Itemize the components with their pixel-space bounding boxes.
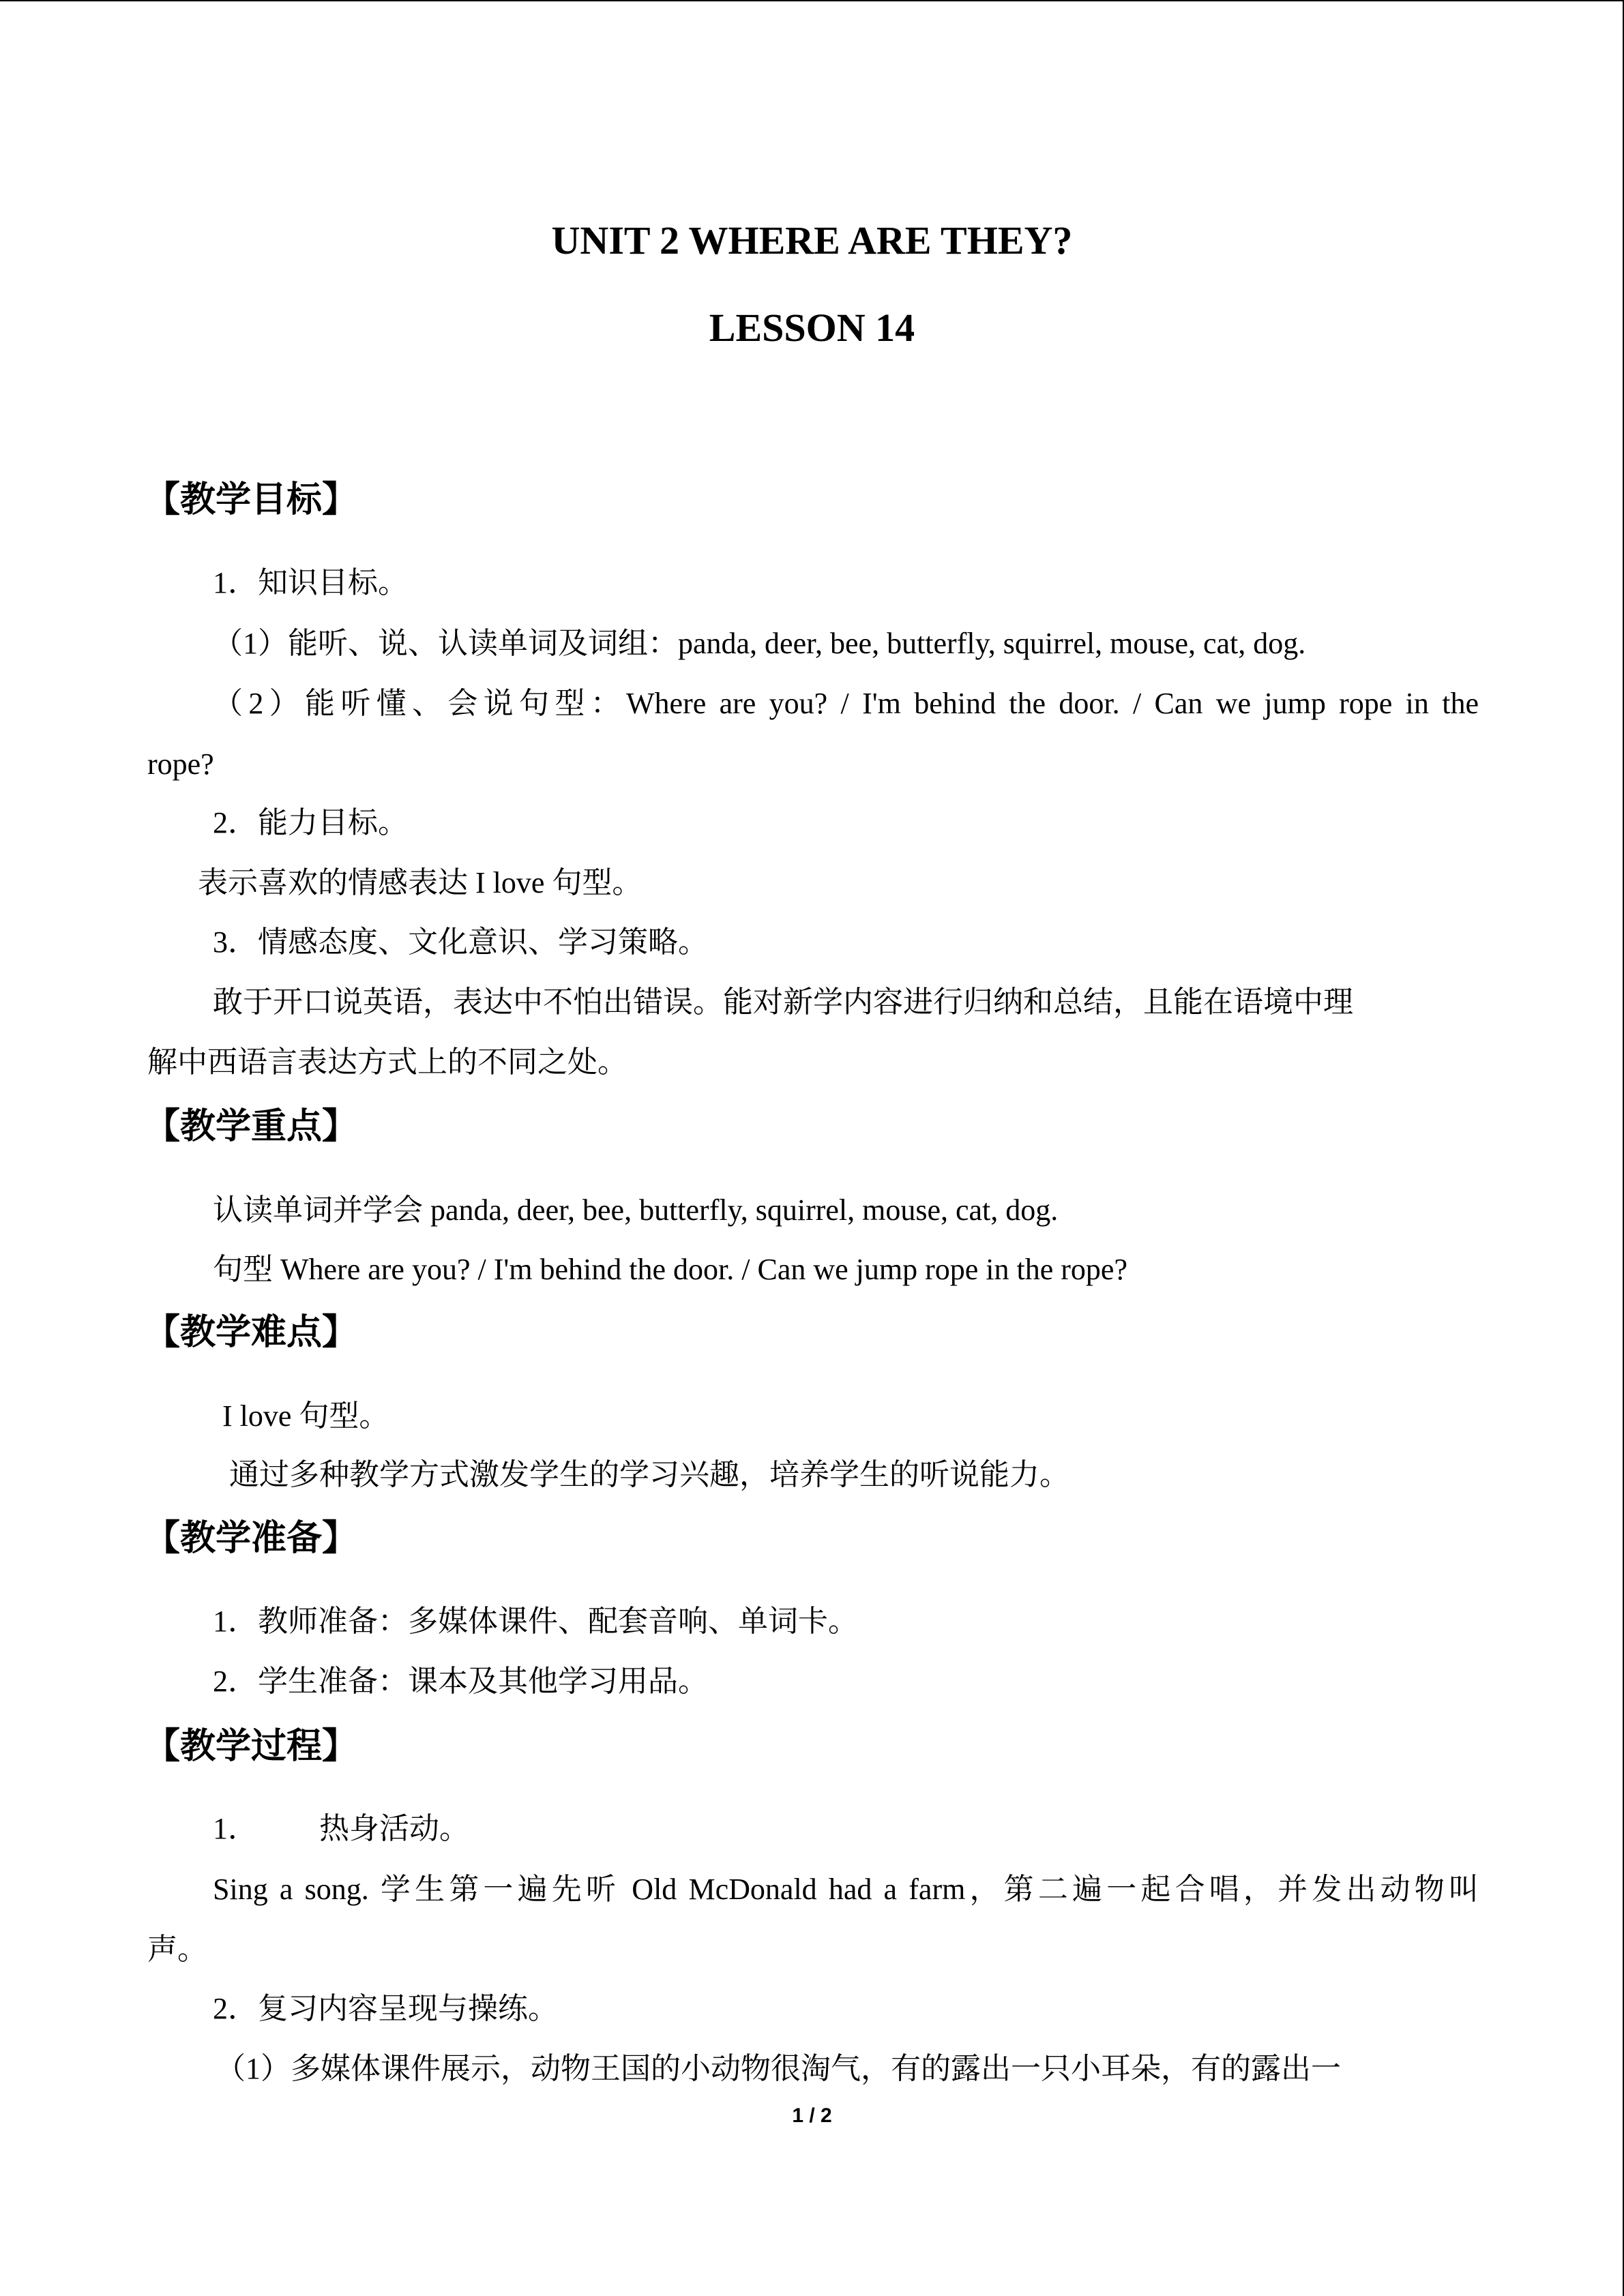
knowledge-objective-label: 1．知识目标。 [213, 566, 408, 599]
difficulties-line-1: I love 句型。 [222, 1399, 389, 1433]
preparation-line-2: 2．学生准备：课本及其他学习用品。 [213, 1665, 708, 1698]
key-points-line-2: 句型 Where are you? / I'm behind the door. / Can we jump rope in the rope? [213, 1253, 1127, 1286]
attitude-objective-line-1: 敢于开口说英语，表达中不怕出错误。能对新学内容进行归纳和总结，且能在语境中理 [213, 985, 1353, 1019]
knowledge-item-2-line-1: （2）能听懂、会说句型：Where are you? / I'm behind the door. / Can we jump rope in the [213, 687, 1479, 720]
preparation-line-1: 1．教师准备：多媒体课件、配套音响、单词卡。 [213, 1605, 858, 1638]
key-points-heading: 【教学重点】 [145, 1106, 358, 1147]
process-step-2-item-1: （1）多媒体课件展示，动物王国的小动物很淘气，有的露出一只小耳朵，有的露出一 [216, 2052, 1341, 2085]
ability-objective-label: 2．能力目标。 [213, 806, 408, 839]
key-points-line-1: 认读单词并学会 panda, deer, bee, butterfly, squirrel, mouse, cat, dog. [213, 1193, 1059, 1227]
ability-objective-text: 表示喜欢的情感表达 I love 句型。 [198, 866, 643, 899]
lesson-title: LESSON 14 [709, 305, 915, 350]
process-step-1-number: 1． [213, 1812, 258, 1845]
preparation-heading: 【教学准备】 [145, 1518, 358, 1559]
process-step-1-label: 热身活动。 [319, 1812, 469, 1845]
objectives-heading: 【教学目标】 [145, 479, 358, 520]
difficulties-line-2: 通过多种教学方式激发学生的学习兴趣，培养学生的听说能力。 [229, 1458, 1069, 1491]
page-number: 1 / 2 [792, 2104, 832, 2127]
knowledge-item-2-line-2: rope? [147, 747, 214, 781]
attitude-objective-line-2: 解中西语言表达方式上的不同之处。 [147, 1045, 628, 1079]
process-step-1-line-2: 声。 [147, 1933, 207, 1966]
process-heading: 【教学过程】 [145, 1726, 358, 1767]
unit-title: UNIT 2 WHERE ARE THEY? [551, 218, 1073, 263]
knowledge-item-1: （1）能听、说、认读单词及词组：panda, deer, bee, butterfly, squirrel, mouse, cat, dog. [213, 627, 1306, 660]
process-step-2-label: 2．复习内容呈现与操练。 [213, 1992, 558, 2025]
difficulties-heading: 【教学难点】 [145, 1312, 358, 1353]
process-step-1-line-1: Sing a song. 学生第一遍先听 Old McDonald had a farm，第二遍一起合唱，并发出动物叫 [213, 1873, 1479, 1906]
attitude-objective-label: 3．情感态度、文化意识、学习策略。 [213, 925, 708, 959]
